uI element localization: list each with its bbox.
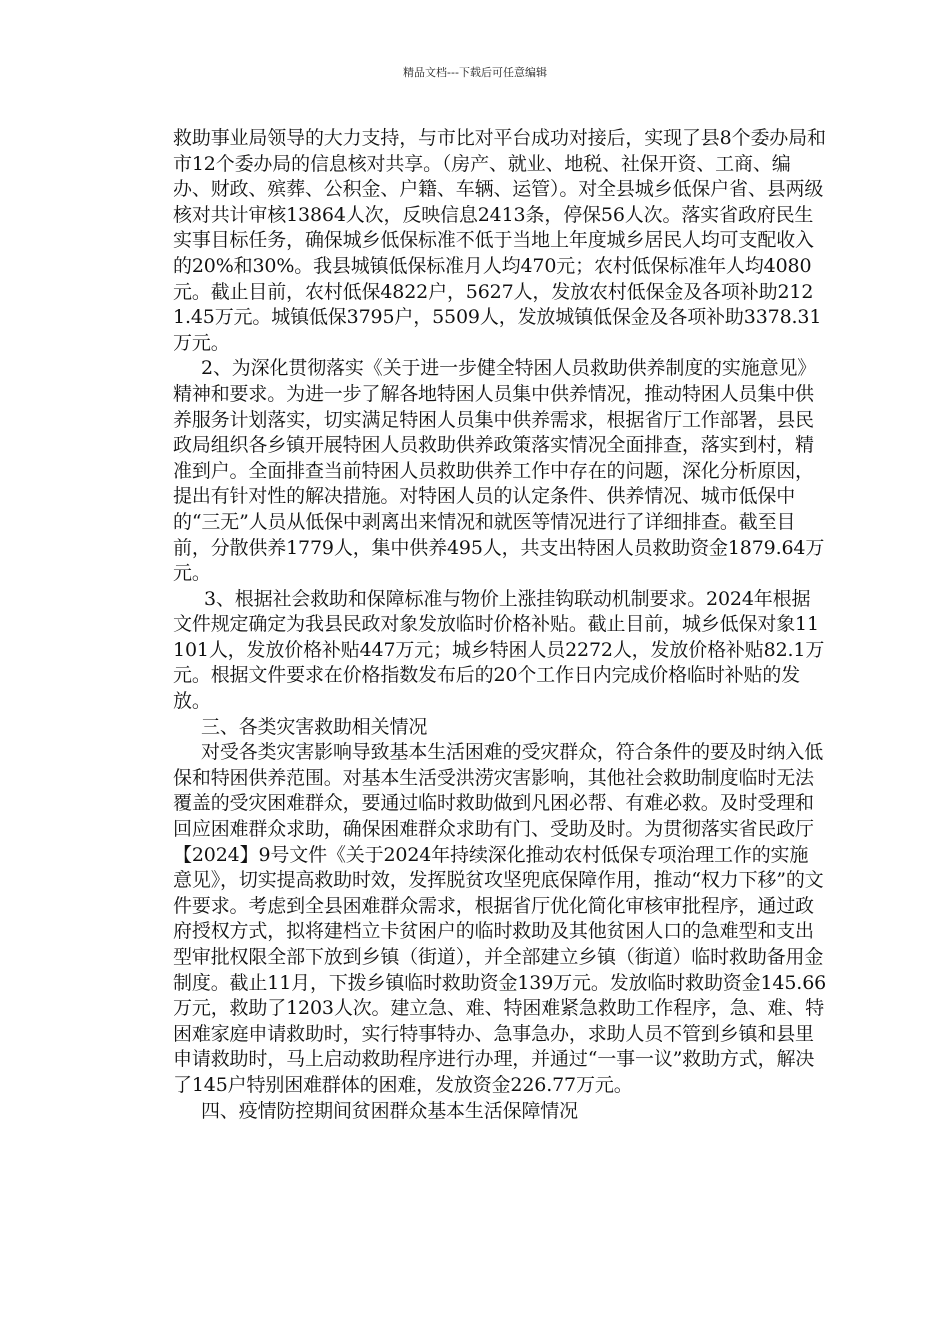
- section-heading-disaster-relief: 三、各类灾害救助相关情况: [201, 715, 428, 738]
- page-header: 精品文档---下载后可任意编辑: [403, 66, 547, 79]
- paragraph-special-hardship-support: 2、为深化贯彻落实《关于进一步健全特困人员救助供养制度的实施意见》精神和要求。为进一步了解各地特困人员集中供养情况，推动特困人员集中供养服务计划落实，切实满足特困人员集中供养需求，根据省厅工作部署，县民政局组织各乡镇开展特困人员救助供养政策落实情况全面排查，落实到村，精准到户。全面排查当前特困人员救助供养工作中存在的问题，深化分析原因，提出有针对性的解决措施。对特困人员的认定条件、供养情况、城市低保中的“三无”人员从低保中剥离出来情况和就医等情况进行了详细排查。截至目前，分散供养1779人，集中供养495人，共支出特困人员救助资金1879.64万元。: [173, 357, 825, 585]
- paragraph-low-income-verification: 救助事业局领导的大力支持，与市比对平台成功对接后，实现了县8个委办局和市12个委办局的信息核对共享。（房产、就业、地税、社保开资、工商、编办、财政、殡葬、公积金、户籍、车辆、运管）。对全县城乡低保户省、县两级核对共计审核13864人次，反映信息2413条，停保56人次。落实省政府民生实事目标任务，确保城乡低保标准不低于当地上年度城乡居民人均可支配收入的20%和30%。我县城镇低保标准月人均470元；农村低保标准年人均4080元。截止目前，农村低保4822户，5627人，发放农村低保金及各项补助2121.45万元。城镇低保3795户，5509人，发放城镇低保金及各项补助3378.31万元。: [173, 127, 826, 354]
- paragraph-disaster-relief: 对受各类灾害影响导致基本生活困难的受灾群众，符合条件的要及时纳入低保和特困供养范围。对基本生活受洪涝灾害影响，其他社会救助制度临时无法覆盖的受灾困难群众，要通过临时救助做到凡困必帮、有难必救。及时受理和回应困难群众求助，确保困难群众求助有门、受助及时。为贯彻落实省民政厅【2024】9号文件《关于2024年持续深化推动农村低保专项治理工作的实施意见》，切实提高救助时效，发挥脱贫攻坚兜底保障作用，推动“权力下移”的文件要求。考虑到全县困难群众需求，根据省厅优化简化审核审批程序，通过政府授权方式，拟将建档立卡贫困户的临时救助及其他贫困人口的急难型和支出型审批权限全部下放到乡镇（街道），并全部建立乡镇（街道）临时救助备用金制度。截止11月，下拨乡镇临时救助资金139万元。发放临时救助资金145.66万元，救助了1203人次。建立急、难、特困难紧急救助工作程序，急、难、特困难家庭申请救助时，实行特事特办、急事急办，求助人员不管到乡镇和县里申请救助时，马上启动救助程序进行办理，并通过“一事一议”救助方式，解决了145户特别困难群体的困难，发放资金226.77万元。: [173, 741, 827, 1096]
- section-heading-epidemic-support: 四、疫情防控期间贫困群众基本生活保障情况: [201, 1099, 579, 1122]
- document-body: [173, 126, 827, 1124]
- paragraph-price-subsidy: 3、根据社会救助和保障标准与物价上涨挂钩联动机制要求。2024年根据文件规定确定为我县民政对象发放临时价格补贴。截止目前，城乡低保对象11101人，发放价格补贴447万元；城乡特困人员2272人，发放价格补贴82.1万元。根据文件要求在价格指数发布后的20个工作日内完成价格临时补贴的发放。: [173, 587, 825, 713]
